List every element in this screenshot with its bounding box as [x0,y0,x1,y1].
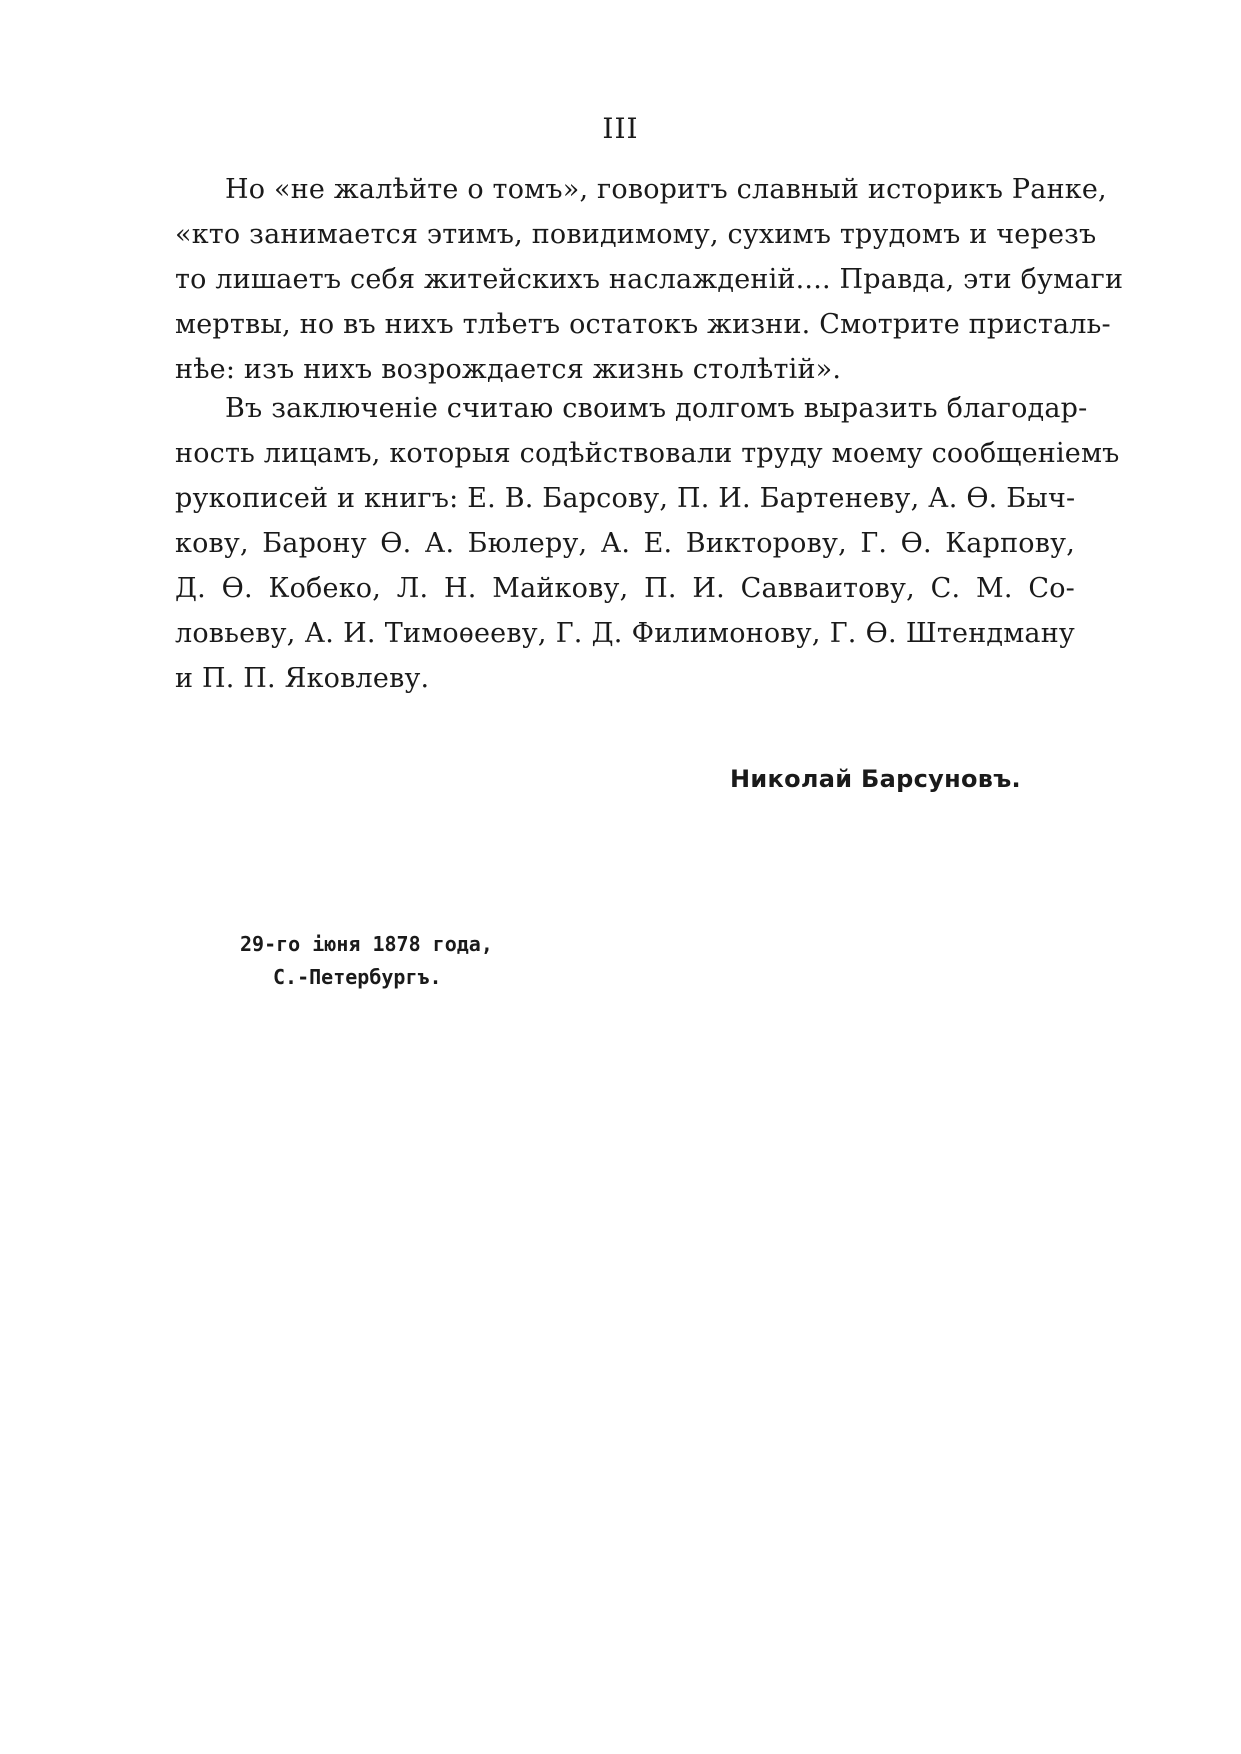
paragraph-line: то лишаетъ себя житейскихъ наслажденій.... Правда, эти бумаги [175,264,1124,295]
paragraph-line: нѣе: изъ нихъ возрождается жизнь столѣтій». [175,354,842,385]
paragraph-line: Въ заключеніе считаю своимъ долгомъ выразить благодар- [225,393,1088,424]
paragraph-line: Но «не жалѣйте о томъ», говоритъ славный историкъ Ранке, [225,174,1107,205]
date-place-block [240,928,493,994]
paragraph-line: ловьеву, А. И. Тимоѳееву, Г. Д. Филимонову, Г. Ѳ. Штендману [175,618,1075,649]
author-signature: Николай Барсуновъ. [730,765,1021,793]
paragraph-1 [175,167,1124,392]
paragraph-line: Д. Ѳ. Кобеко, Л. Н. Майкову, П. И. Савваитову, С. М. Со- [175,573,1075,604]
paragraph-line: «кто занимается этимъ, повидимому, сухимъ трудомъ и черезъ [175,219,1097,250]
paragraph-line: и П. П. Яковлеву. [175,663,430,694]
date-line: 29-го іюня 1878 года, [240,932,493,956]
paragraph-line: рукописей и книгъ: Е. В. Барсову, П. И. Бартеневу, А. Ѳ. Быч- [175,483,1076,514]
paragraph-2 [175,386,1120,701]
paragraph-line: ность лицамъ, которыя содѣйствовали труду моему сообщеніемъ [175,438,1120,469]
paragraph-line: кову, Барону Ѳ. А. Бюлеру, А. Е. Викторову, Г. Ѳ. Карпову, [175,528,1075,559]
place-line: С.-Петербургъ. [273,965,442,989]
paragraph-line: мертвы, но въ нихъ тлѣетъ остатокъ жизни. Смотрите присталь- [175,309,1111,340]
page-number: III [602,112,639,145]
